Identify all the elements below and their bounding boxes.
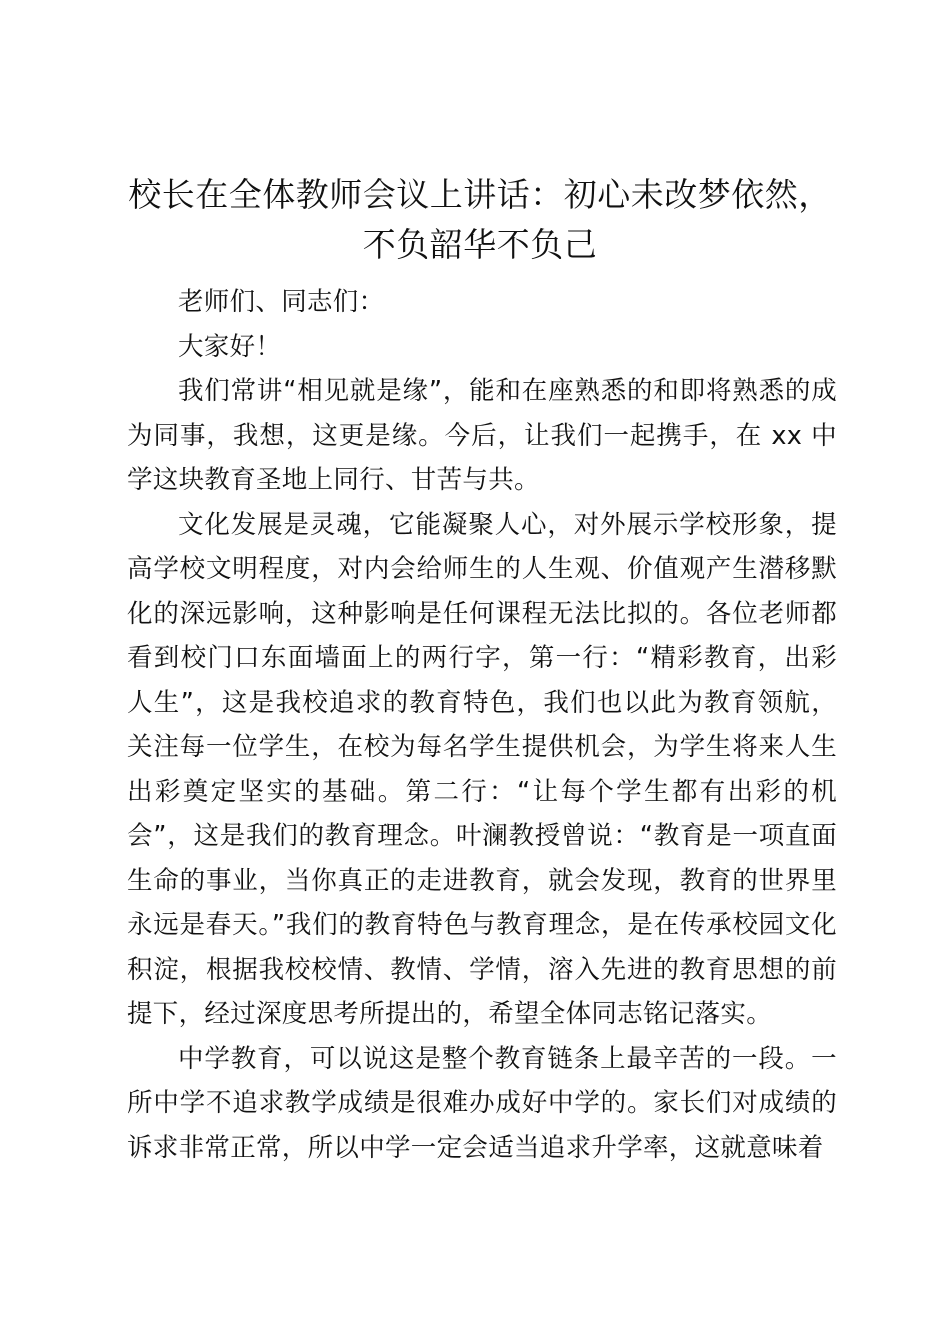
document-title	[100, 170, 860, 270]
salutation-paragraph: 老师们、同志们：	[178, 287, 385, 317]
body-paragraph-3: 中学教育，可以说这是整个教育链条上最辛苦的一段。一所中学不追求教学成绩是很难办成好中学的。家长们对成绩的诉求非常正常，所以中学一定会适当追求升学率，这就意味着	[127, 1043, 837, 1163]
document-body	[127, 280, 837, 1170]
greeting-paragraph: 大家好！	[178, 331, 282, 362]
title-line-2: 不负韶华不负己	[362, 225, 598, 264]
body-paragraph-1: 我们常讲“相见就是缘”，能和在座熟悉的和即将熟悉的成为同事，我想，这更是缘。今后，让我们一起携手，在 xx 中学这块教育圣地上同行、甘苦与共。	[127, 376, 837, 495]
body-paragraph-2: 文化发展是灵魂，它能凝聚人心，对外展示学校形象，提高学校文明程度，对内会给师生的人生观、价值观产生潜移默化的深远影响，这种影响是任何课程无法比拟的。各位老师都看到校门口东面墙面上的两行字，第一行：“精彩教育，出彩人生”，这是我校追求的教育特色，我们也以此为教育领航，关注每一位学生，在校为每名学生提供机会，为学生将来人生出彩奠定坚实的基础。第二行：“让每个学生都有出彩的机会”，这是我们的教育理念。叶澜教授曾说：“教育是一项直面生命的事业，当你真正的走进教育，就会发现，教育的世界里永远是春天。”我们的教育特色与教育理念，是在传承校园文化积淀，根据我校校情、教情、学情，溶入先进的教育思想的前提下，经过深度思考所提出的，希望全体同志铭记落实。	[127, 509, 837, 1029]
title-line-1: 校长在全体教师会议上讲话：初心未改梦依然，	[128, 175, 832, 214]
